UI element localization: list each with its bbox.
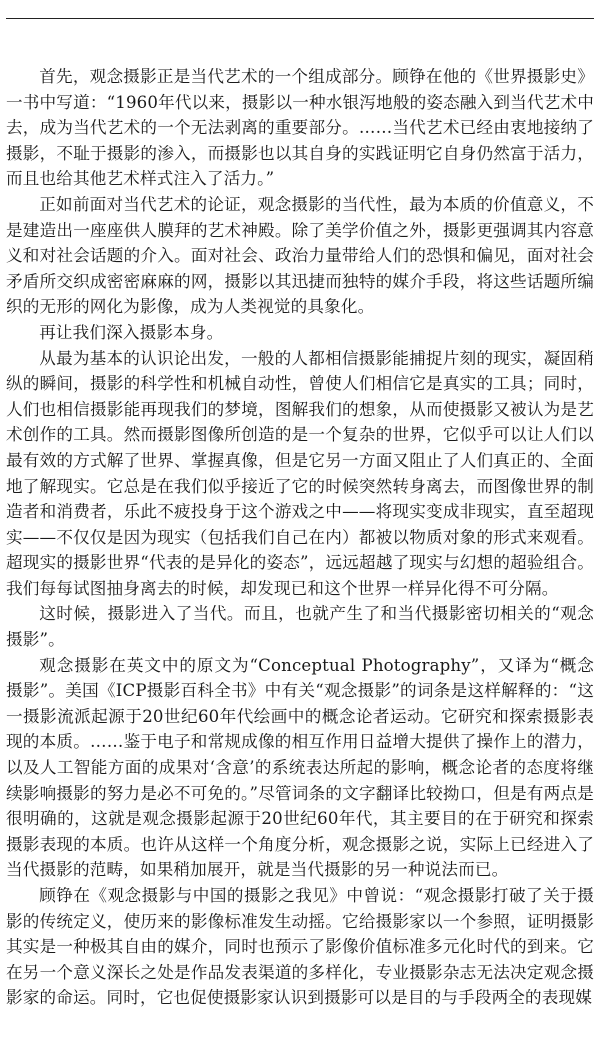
paragraph-2: 正如前面对当代艺术的论证，观念摄影的当代性，最为本质的价值意义，不是建造出一座座供人膜拜的艺术神殿。除了美学价值之外，摄影更强调其内容意义和对社会话题的介入。面对社会、政治力量带给人们的恐惧和偏见，面对社会矛盾所交织成密密麻麻的网，摄影以其迅捷而独特的媒介手段，将这些话题所编织的无形的网化为影像，成为人类视觉的具象化。	[6, 194, 594, 317]
body-text	[6, 64, 594, 1011]
paragraph-5: 这时候，摄影进入了当代。而且，也就产生了和当代摄影密切相关的“观念摄影”。	[6, 604, 594, 650]
paragraph-4: 从最为基本的认识论出发，一般的人都相信摄影能捕捉片刻的现实，凝固稍纵的瞬间，摄影的科学性和机械自动性，曾使人们相信它是真实的工具；同时，人们也相信摄影能再现我们的梦境，图解我们的想象，从而使摄影又被认为是艺术创作的工具。然而摄影图像所创造的是一个复杂的世界，它似乎可以让人们以最有效的方式解了世界、掌握真像，但是它另一方面又阻止了人们真正的、全面地了解现实。它总是在我们似乎接近了它的时候突然转身离去，而图像世界的制造者和消费者，乐此不疲投身于这个游戏之中——将现实变成非现实，直至超现实——不仅仅是因为现实（包括我们自己在内）都被以物质对象的形式来观看。超现实的摄影世界“代表的是异化的姿态”，远远超越了现实与幻想的超验组合。我们每每试图抽身离去的时候，却发现已和这个世界一样异化得不可分隔。	[6, 348, 594, 598]
header-rule	[6, 18, 594, 19]
paragraph-6: 观念摄影在英文中的原文为“Conceptual Photography”，又译为“概念摄影”。美国《ICP摄影百科全书》中有关“观念摄影”的词条是这样解释的：“这一摄影流派起源于20世纪60年代绘画中的概念论者运动。它研究和探索摄影表现的本质。……鉴于电子和常规成像的相互作用日益增大提供了操作上的潜力，以及人工智能方面的成果对‘含意’的系统表达所起的影响，概念论者的态度将继续影响摄影的努力是必不可免的。”尽管词条的文字翻译比较拗口，但是有两点是很明确的，这就是观念摄影起源于20世纪60年代，其主要目的在于研究和探索摄影表现的本质。也许从这样一个角度分析，观念摄影之说，实际上已经进入了当代摄影的范畴，如果稍加展开，就是当代摄影的另一种说法而已。	[6, 655, 594, 880]
paragraph-7: 顾铮在《观念摄影与中国的摄影之我见》中曾说：“观念摄影打破了关于摄影的传统定义，使历来的影像标准发生动摇。它给摄影家以一个参照，证明摄影其实是一种极其自由的媒介，同时也预示了影像价值标准多元化时代的到来。它在另一个意义深长之处是作品发表渠道的多样化，专业摄影杂志无法决定观念摄影家的命运。同时，它也促使摄影家认识到摄影可以是目的与手段两全的表现媒	[6, 886, 594, 1008]
paragraph-3: 再让我们深入摄影本身。	[39, 322, 224, 342]
paragraph-1: 首先，观念摄影正是当代艺术的一个组成部分。顾铮在他的《世界摄影史》一书中写道：“1960年代以来，摄影以一种水银泻地般的姿态融入到当代艺术中去，成为当代艺术的一个无法剥离的重要部分。……当代艺术已经由衷地接纳了摄影，不耻于摄影的渗入，而摄影也以其自身的实践证明它自身仍然富于活力，而且也给其他艺术样式注入了活力。”	[6, 67, 594, 189]
